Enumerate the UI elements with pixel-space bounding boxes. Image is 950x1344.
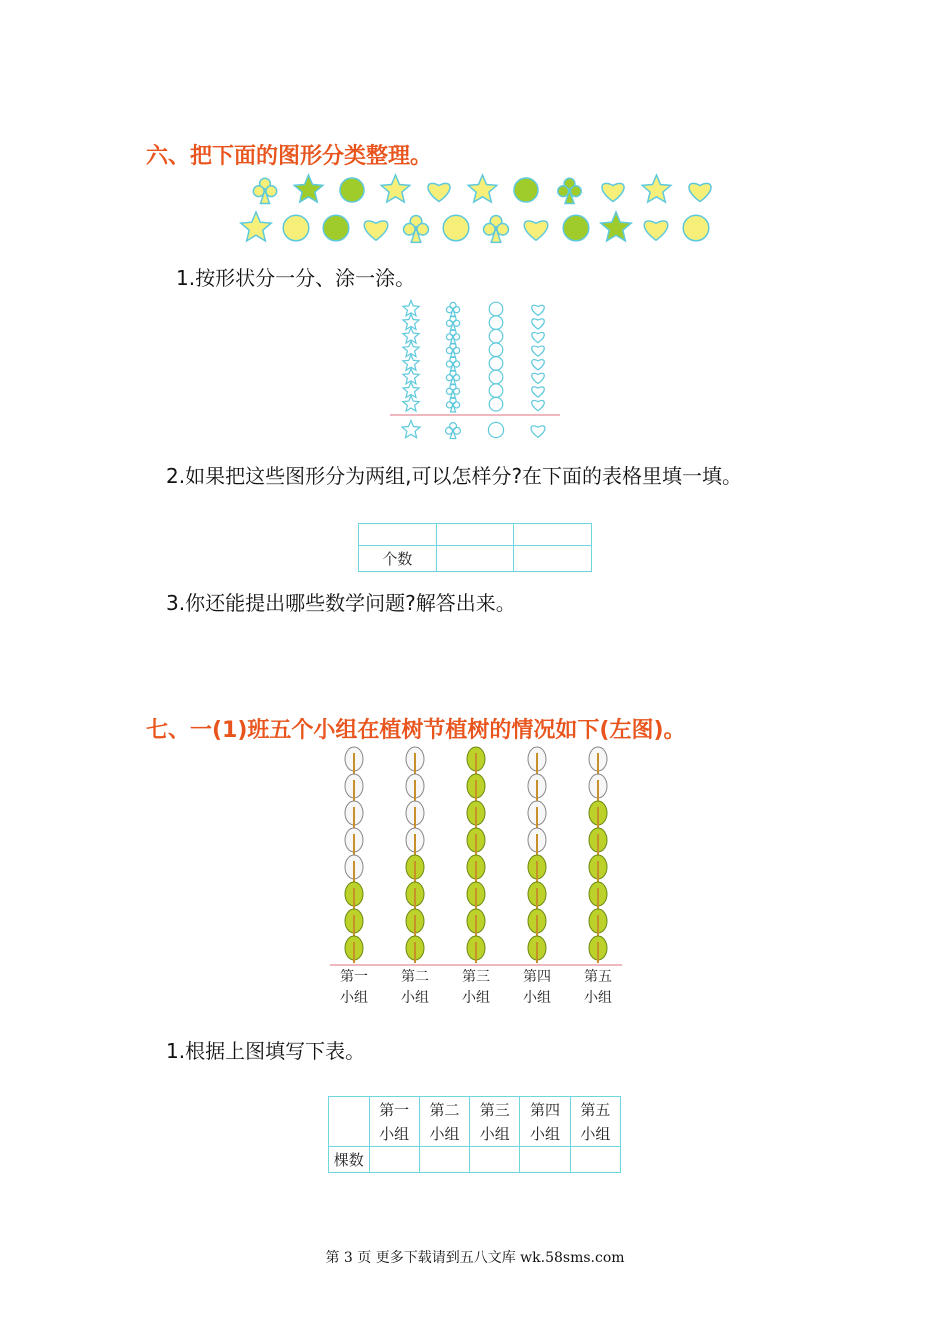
heart-icon bbox=[689, 183, 711, 201]
shapes-collection bbox=[0, 165, 950, 285]
empty-tree-icon bbox=[406, 828, 424, 855]
group-label-line2: 小组 bbox=[523, 990, 551, 1006]
planted-tree-icon bbox=[406, 882, 424, 909]
tree-table-row-label: 棵数 bbox=[329, 1147, 370, 1173]
sorting-chart bbox=[0, 290, 950, 450]
circle-icon bbox=[489, 329, 503, 343]
planted-tree-icon bbox=[467, 936, 485, 963]
empty-tree-icon bbox=[345, 855, 363, 882]
star-icon bbox=[402, 421, 420, 438]
circle-icon bbox=[443, 215, 469, 241]
club-icon bbox=[446, 343, 459, 357]
group-label-line2: 小组 bbox=[462, 990, 490, 1006]
circle-icon bbox=[563, 215, 589, 241]
club-icon bbox=[446, 357, 459, 371]
heart-icon bbox=[428, 183, 450, 201]
planted-tree-icon bbox=[589, 801, 607, 828]
heart-icon bbox=[364, 221, 388, 240]
group-label-line1: 第三 bbox=[462, 969, 490, 985]
planted-tree-icon bbox=[406, 936, 424, 963]
heart-icon bbox=[531, 426, 545, 437]
group-label-line1: 第二 bbox=[401, 969, 429, 985]
group-label-line2: 小组 bbox=[584, 990, 612, 1006]
heart-icon bbox=[644, 221, 668, 240]
tree-table-header: 第五 小组 bbox=[570, 1097, 620, 1147]
planted-tree-icon bbox=[589, 936, 607, 963]
section7-heading: 七、一(1)班五个小组在植树节植树的情况如下(左图)。 bbox=[146, 718, 686, 743]
empty-tree-icon bbox=[589, 747, 607, 774]
empty-tree-icon bbox=[345, 801, 363, 828]
club-icon bbox=[446, 423, 461, 439]
circle-icon bbox=[489, 357, 503, 371]
grouping-table-row-label: 个数 bbox=[359, 546, 437, 572]
group-label-line1: 第五 bbox=[584, 969, 612, 985]
planted-tree-icon bbox=[467, 747, 485, 774]
star-icon bbox=[241, 212, 271, 241]
planted-tree-icon bbox=[467, 774, 485, 801]
circle-icon bbox=[514, 178, 538, 202]
grouping-table bbox=[358, 523, 592, 572]
empty-tree-icon bbox=[528, 747, 546, 774]
section6-question1: 1.按形状分一分、涂一涂。 bbox=[176, 266, 416, 290]
group-label-line2: 小组 bbox=[401, 990, 429, 1006]
club-icon bbox=[558, 178, 581, 203]
tree-count-table bbox=[328, 1096, 621, 1173]
heart-icon bbox=[524, 221, 548, 240]
grouping-table-cell[interactable] bbox=[359, 524, 437, 546]
circle-icon bbox=[489, 384, 503, 398]
club-icon bbox=[446, 302, 459, 316]
circle-icon bbox=[283, 215, 309, 241]
planted-tree-icon bbox=[406, 855, 424, 882]
empty-tree-icon bbox=[528, 801, 546, 828]
circle-icon bbox=[489, 302, 503, 316]
planted-tree-icon bbox=[528, 882, 546, 909]
group-label-line1: 第四 bbox=[523, 969, 551, 985]
heart-icon bbox=[532, 305, 545, 315]
group-label bbox=[390, 967, 440, 1009]
planted-tree-icon bbox=[467, 801, 485, 828]
group-label-line2: 小组 bbox=[340, 990, 368, 1006]
club-icon bbox=[446, 330, 459, 344]
planted-tree-icon bbox=[589, 828, 607, 855]
group-label bbox=[512, 967, 562, 1009]
group-label-line1: 第一 bbox=[340, 969, 368, 985]
circle-icon bbox=[683, 215, 709, 241]
grouping-table-cell[interactable] bbox=[436, 524, 514, 546]
tree-table-cell[interactable] bbox=[369, 1147, 419, 1173]
circle-icon bbox=[489, 316, 503, 330]
grouping-table-cell[interactable] bbox=[514, 546, 592, 572]
circle-icon bbox=[489, 397, 503, 411]
empty-tree-icon bbox=[589, 774, 607, 801]
heart-icon bbox=[532, 319, 545, 329]
empty-tree-icon bbox=[528, 828, 546, 855]
circle-icon bbox=[489, 370, 503, 384]
planted-tree-icon bbox=[406, 909, 424, 936]
empty-tree-icon bbox=[345, 774, 363, 801]
planted-tree-icon bbox=[589, 882, 607, 909]
section6-heading: 六、把下面的图形分类整理。 bbox=[146, 144, 433, 169]
heart-icon bbox=[532, 373, 545, 383]
club-icon bbox=[404, 216, 429, 243]
empty-tree-icon bbox=[345, 828, 363, 855]
club-icon bbox=[446, 398, 459, 412]
star-icon bbox=[381, 175, 410, 202]
planted-tree-icon bbox=[528, 936, 546, 963]
page-footer: 第 3 页 更多下载请到五八文库 wk.58sms.com bbox=[325, 1250, 625, 1266]
empty-tree-icon bbox=[345, 747, 363, 774]
circle-icon bbox=[489, 343, 503, 357]
empty-tree-icon bbox=[406, 801, 424, 828]
star-icon bbox=[601, 212, 631, 241]
planted-tree-icon bbox=[589, 909, 607, 936]
planted-tree-icon bbox=[467, 855, 485, 882]
planted-tree-icon bbox=[345, 936, 363, 963]
tree-table-header: 第四 小组 bbox=[520, 1097, 570, 1147]
empty-tree-icon bbox=[406, 774, 424, 801]
planted-tree-icon bbox=[467, 882, 485, 909]
tree-table-cell[interactable] bbox=[570, 1147, 620, 1173]
planted-tree-icon bbox=[528, 855, 546, 882]
planted-tree-icon bbox=[467, 828, 485, 855]
club-icon bbox=[446, 370, 459, 384]
grouping-table-cell[interactable] bbox=[436, 546, 514, 572]
heart-icon bbox=[602, 183, 624, 201]
group-label bbox=[573, 967, 623, 1009]
tree-table-cell[interactable] bbox=[419, 1147, 469, 1173]
section6-question2: 2.如果把这些图形分为两组,可以怎样分?在下面的表格里填一填。 bbox=[166, 464, 743, 488]
tree-table-header: 第三 小组 bbox=[470, 1097, 520, 1147]
tree-table-cell[interactable] bbox=[470, 1147, 520, 1173]
heart-icon bbox=[532, 387, 545, 397]
planted-tree-icon bbox=[589, 855, 607, 882]
star-icon bbox=[642, 175, 671, 202]
heart-icon bbox=[532, 346, 545, 356]
tree-table-header: 第二 小组 bbox=[419, 1097, 469, 1147]
grouping-table-cell[interactable] bbox=[514, 524, 592, 546]
heart-icon bbox=[532, 332, 545, 342]
empty-tree-icon bbox=[406, 747, 424, 774]
circle-icon bbox=[340, 178, 364, 202]
circle-icon bbox=[323, 215, 349, 241]
planted-tree-icon bbox=[467, 909, 485, 936]
club-icon bbox=[253, 178, 276, 203]
circle-icon bbox=[488, 422, 503, 437]
planted-tree-icon bbox=[528, 909, 546, 936]
star-icon bbox=[468, 175, 497, 202]
tree-table-header: 第一 小组 bbox=[369, 1097, 419, 1147]
group-label bbox=[451, 967, 501, 1009]
star-icon bbox=[294, 175, 323, 202]
section6-question3: 3.你还能提出哪些数学问题?解答出来。 bbox=[166, 591, 516, 615]
club-icon bbox=[484, 216, 509, 243]
club-icon bbox=[446, 384, 459, 398]
tree-table-corner bbox=[329, 1097, 370, 1147]
section7-question1: 1.根据上图填写下表。 bbox=[166, 1039, 366, 1063]
heart-icon bbox=[532, 360, 545, 370]
heart-icon bbox=[532, 400, 545, 410]
tree-table-cell[interactable] bbox=[520, 1147, 570, 1173]
empty-tree-icon bbox=[528, 774, 546, 801]
club-icon bbox=[446, 316, 459, 330]
planted-tree-icon bbox=[345, 882, 363, 909]
group-label bbox=[329, 967, 379, 1009]
planted-tree-icon bbox=[345, 909, 363, 936]
